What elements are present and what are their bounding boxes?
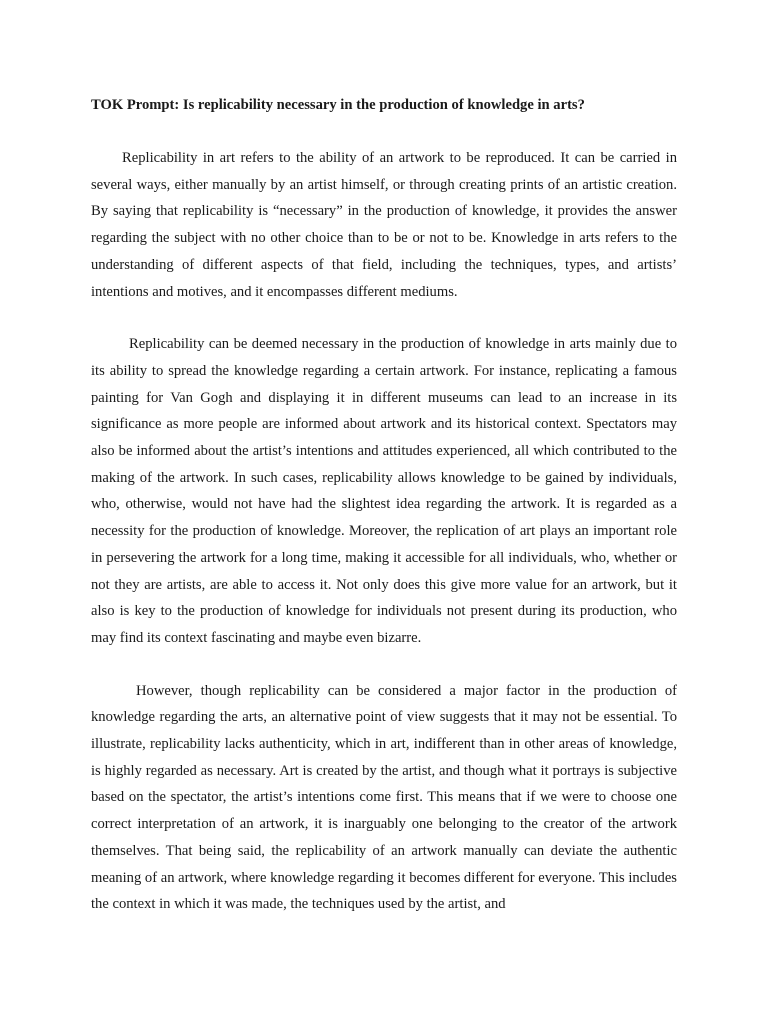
paragraph-counterargument: However, though replicability can be considered a major factor in the production of knowledge regarding the arts, an alternative point of view suggests that it may not be essential. To illustrate, replicability lacks authenticity, which in art, indifferent than in other areas of knowledge, is highly regarded as necessary. Art is created by the artist, and though what it portrays is subjective based on the spectator, the artist’s intentions come first. This means that if we were to choose one correct interpretation of an artwork, it is inarguably one belonging to the creator of the artwork themselves. That being said, the replicability of an artwork manually can deviate the authentic meaning of an artwork, where knowledge regarding it becomes different for everyone. This includes the context in which it was made, the techniques used by the artist, and xyxy=(91,682,677,913)
document-title: TOK Prompt: Is replicability necessary in the production of knowledge in arts? xyxy=(91,97,585,113)
paragraph-definition: Replicability in art refers to the ability of an artwork to be reproduced. It can be carried in several ways, either manually by an artist himself, or through creating prints of an artistic creation. By saying that replicability is “necessary” in the production of knowledge, it provides the answer regarding the subject with no other choice than to be or not to be. Knowledge in arts refers to the understanding of different aspects of that field, including the techniques, types, and artists’ intentions and motives, and it encompasses different mediums. xyxy=(91,150,677,300)
document-body xyxy=(91,92,677,918)
paragraph-argument: Replicability can be deemed necessary in the production of knowledge in arts mainly due to its ability to spread the knowledge regarding a certain artwork. For instance, replicating a famous painting for Van Gogh and displaying it in different museums can lead to an increase in its significance as more people are informed about artwork and its historical context. Spectators may also be informed about the artist’s intentions and attitudes experienced, all which contributed to the making of the artwork. In such cases, replicability allows knowledge to be gained by individuals, who, otherwise, would not have had the slightest idea regarding the artwork. It is regarded as a necessity for the production of knowledge. Moreover, the replication of art plays an important role in persevering the artwork for a long time, making it accessible for all individuals, who, whether or not they are artists, are able to access it. Not only does this give more value for an artwork, but it also is key to the production of knowledge for individuals not present during its production, who may find its context fascinating and maybe even bizarre. xyxy=(91,336,677,646)
